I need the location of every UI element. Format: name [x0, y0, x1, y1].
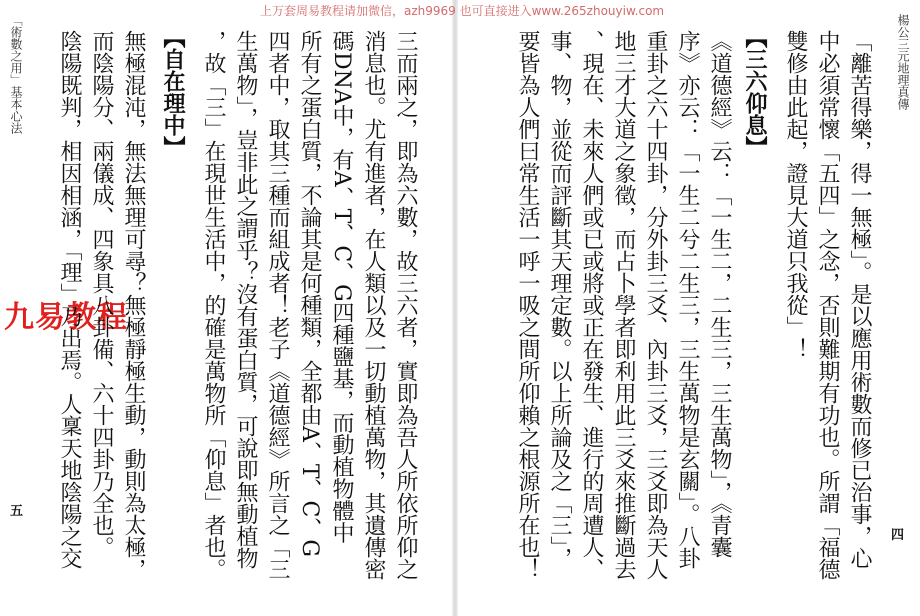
page-gutter	[452, 0, 458, 616]
right-section-heading: 【三六仰息】	[742, 26, 768, 158]
right-line-1: 「離苦得樂，得一無極」。是以應用術數而修已治事，心	[847, 30, 872, 569]
left-line-4: 所有之蛋白質，不論其是何種類，全都由A、T、C、G	[297, 30, 322, 557]
left-line-6: 生萬物」，豈非此之謂乎？沒有蛋白質，可說即無動植物	[233, 30, 258, 569]
left-line-7: ，故「三」在現世生活中，的確是萬物所「仰息」者也。	[201, 30, 226, 580]
left-running-head: 「術數之用」基本心法	[9, 14, 23, 134]
right-line-2: 中必須常懷「五四」之念，否則難期有功也。所謂「福德	[815, 30, 840, 580]
left-line-1: 三而兩之，即為六數，故三六者，實即為吾人所依所仰之	[393, 30, 418, 580]
left-page-number: 五	[10, 504, 24, 519]
left-line-2: 消息也。尤有進者，在人類以及一切動植萬物，其遺傳密	[361, 30, 386, 580]
left-line-3: 碼DNA中，有A、T、C、G四種鹽基，而動植物體中	[329, 30, 354, 544]
right-line-9: 、現在、未來人們或已或將或正在發生、進行的周遭人、	[579, 30, 604, 580]
right-line-5: 《道德經》云：「一生二，二生三，三生萬物」，《青囊	[707, 30, 732, 558]
left-line-5: 四者中，取其三種而組成者！老子《道德經》所言之「三	[265, 30, 290, 580]
right-line-10: 事、物，並從而評斷其天理定數。以上所論及之「三」，	[547, 30, 572, 569]
watermark-logo: 九易教程	[4, 300, 128, 335]
right-line-11: 要皆為人們曰常生活一呼一吸之間所仰賴之根源所在也！	[515, 30, 540, 580]
right-line-8: 地三才大道之象徵，而占卜學者即利用此三爻來推斷過去	[611, 30, 636, 580]
right-line-7: 重卦之六十四卦，分外卦三爻、內卦三爻，三爻即為天人	[643, 30, 668, 580]
right-page-number: 四	[891, 528, 905, 543]
left-line-11: 陰陽既判，相因相涵，「理」乃出焉。人稟天地陰陽之交	[57, 30, 82, 569]
left-line-9: 無極混沌，無法無理可尋？無極靜極生動，動則為太極，	[121, 30, 146, 580]
left-section-heading: 【自在理中】	[160, 26, 186, 158]
right-line-6: 序》亦云：「一生二兮二生三，三生萬物是玄關」。八卦	[675, 30, 700, 569]
left-line-10: 而陰陽分、兩儀成、四象具八卦備、六十四卦乃全也。	[89, 30, 114, 558]
right-running-head: 楊公三元地理真傳	[896, 14, 910, 110]
watermark-top-text: 上万套周易教程请加微信，azh9969 也可直接进入www.265zhouyiw.com	[260, 4, 665, 18]
right-line-3: 雙修由此起，證見大道只我從」！	[783, 30, 808, 360]
